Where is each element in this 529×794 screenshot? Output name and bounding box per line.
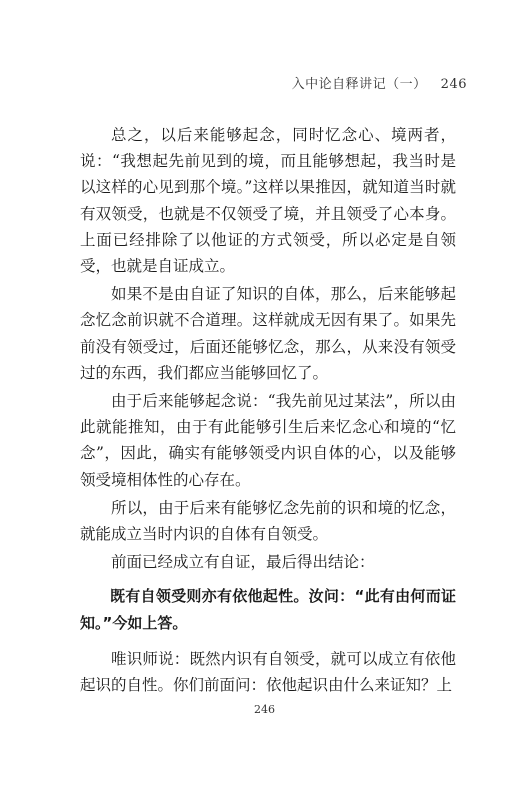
- paragraph: 总之，以后来能够起念，同时忆念心、境两者，说：“我想起先前见到的境，而且能够想起，我当时是以这样的心见到那个境。”这样以果推因，就知道当时就有双领受，也就是不仅领受了境，并且领受了心本身。上面已经排除了以他证的方式领受，所以必定是自领受，也就是自证成立。: [80, 126, 456, 276]
- running-header: [292, 73, 467, 92]
- paragraph: 唯识师说：既然内识有自领受，就可以成立有依他起识的自性。你们前面问：依他起识由什么来证知？上: [80, 649, 456, 695]
- page-body: [80, 122, 456, 700]
- paragraph: 所以，由于后来有能够忆念先前的识和境的忆念，就能成立当时内识的自体有自领受。: [80, 498, 456, 544]
- root-text-quote: 既有自领受则亦有依他起性。汝问：“此有由何而证知。”今如上答。: [80, 587, 456, 632]
- paragraph: 如果不是由自证了知识的自体，那么，后来能够起念忆念前识就不合道理。这样就成无因有果了。如果先前没有领受过，后面还能够忆念，那么，从来没有领受过的东西，我们都应当能够回忆了。: [80, 285, 456, 382]
- paragraph: 前面已经成立有自证，最后得出结论：: [111, 553, 375, 572]
- footer-page-number: 246: [254, 703, 275, 716]
- header-page-number: 246: [440, 77, 467, 92]
- paragraph: 由于后来能够起念说：“我先前见过某法”，所以由此就能推知，由于有此能够引生后来忆念心和境的“忆念”，因此，确实有能够领受内识自体的心，以及能够领受境相体性的心存在。: [80, 392, 456, 489]
- book-title: 入中论自释讲记（一）: [291, 77, 427, 92]
